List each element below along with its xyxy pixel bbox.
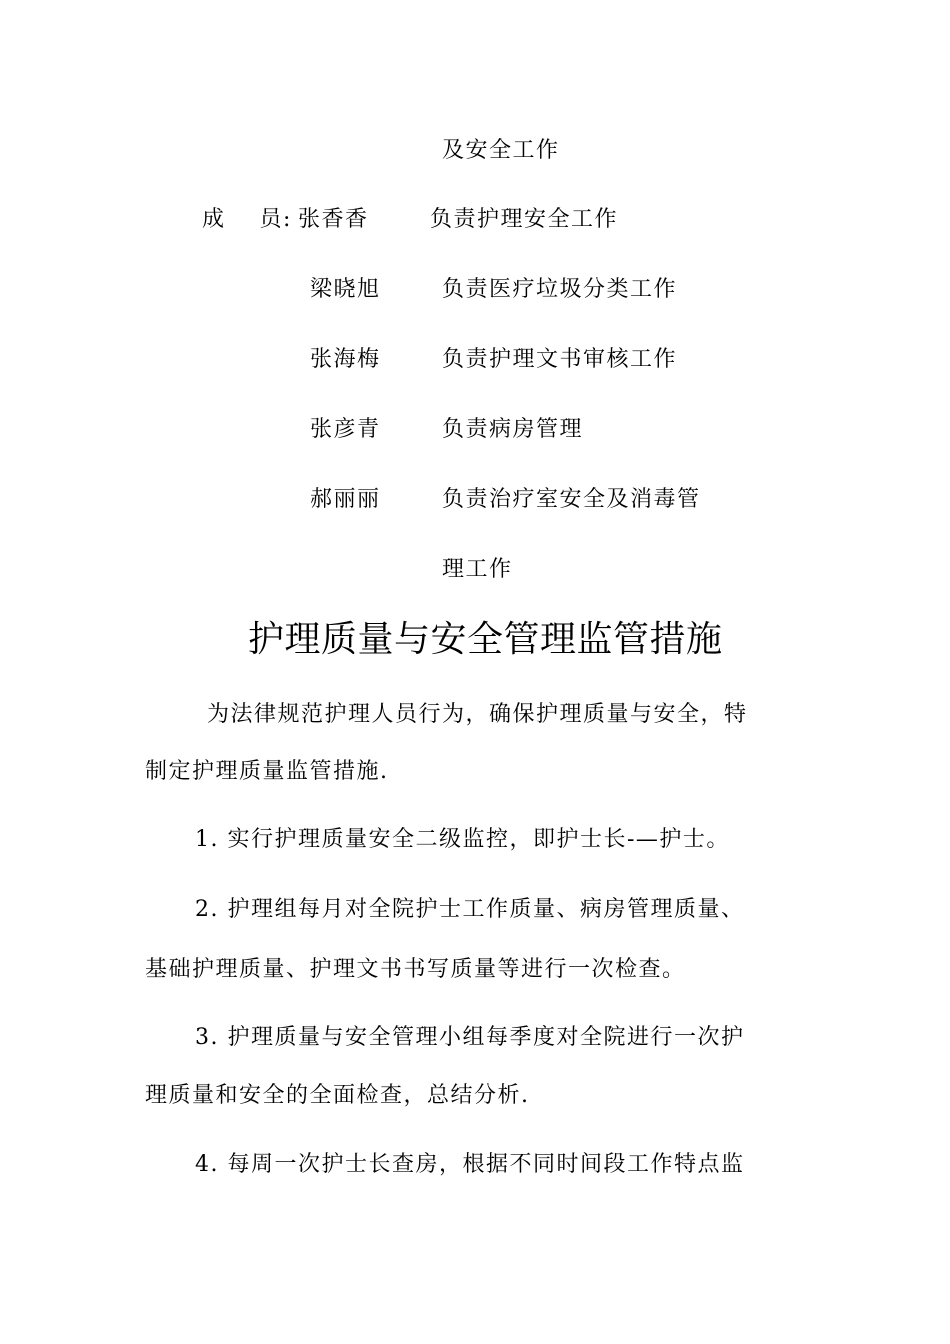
item-1-line-1: 1. 实行护理质量安全二级监控，即护士长-—护士。 bbox=[195, 827, 730, 852]
member-duty-3: 负责护理文书审核工作 bbox=[442, 347, 678, 372]
item-2-line-1: 2. 护理组每月对全院护士工作质量、病房管理质量、 bbox=[195, 897, 745, 922]
item-2-line-2: 基础护理质量、护理文书书写质量等进行一次检查。 bbox=[145, 957, 686, 982]
members-label: 成 员: bbox=[202, 207, 292, 232]
member-name-5: 郝丽丽 bbox=[310, 487, 381, 512]
item-3-line-2: 理质量和安全的全面检查，总结分析. bbox=[145, 1083, 530, 1108]
item-3-line-1: 3. 护理质量与安全管理小组每季度对全院进行一次护 bbox=[195, 1025, 745, 1050]
member-name-4: 张彦青 bbox=[310, 417, 381, 442]
member-duty-4: 负责病房管理 bbox=[442, 417, 584, 442]
member-name-2: 梁晓旭 bbox=[310, 277, 381, 302]
intro-line-1: 为法律规范护理人员行为，确保护理质量与安全，特 bbox=[207, 702, 748, 727]
member-name-1: 张香香 bbox=[298, 207, 369, 232]
member-name-3: 张海梅 bbox=[310, 347, 381, 372]
member-duty-5: 负责治疗室安全及消毒管 bbox=[442, 487, 701, 512]
item-4-line-1: 4. 每周一次护士长查房，根据不同时间段工作特点监 bbox=[195, 1152, 745, 1177]
intro-line-2: 制定护理质量监管措施. bbox=[145, 759, 389, 784]
top-continuation-text: 及安全工作 bbox=[442, 138, 560, 163]
member-duty-5-continued: 理工作 bbox=[442, 557, 513, 582]
section-heading: 护理质量与安全管理监管措施 bbox=[248, 619, 723, 660]
member-duty-2: 负责医疗垃圾分类工作 bbox=[442, 277, 678, 302]
member-duty-1: 负责护理安全工作 bbox=[430, 207, 619, 232]
